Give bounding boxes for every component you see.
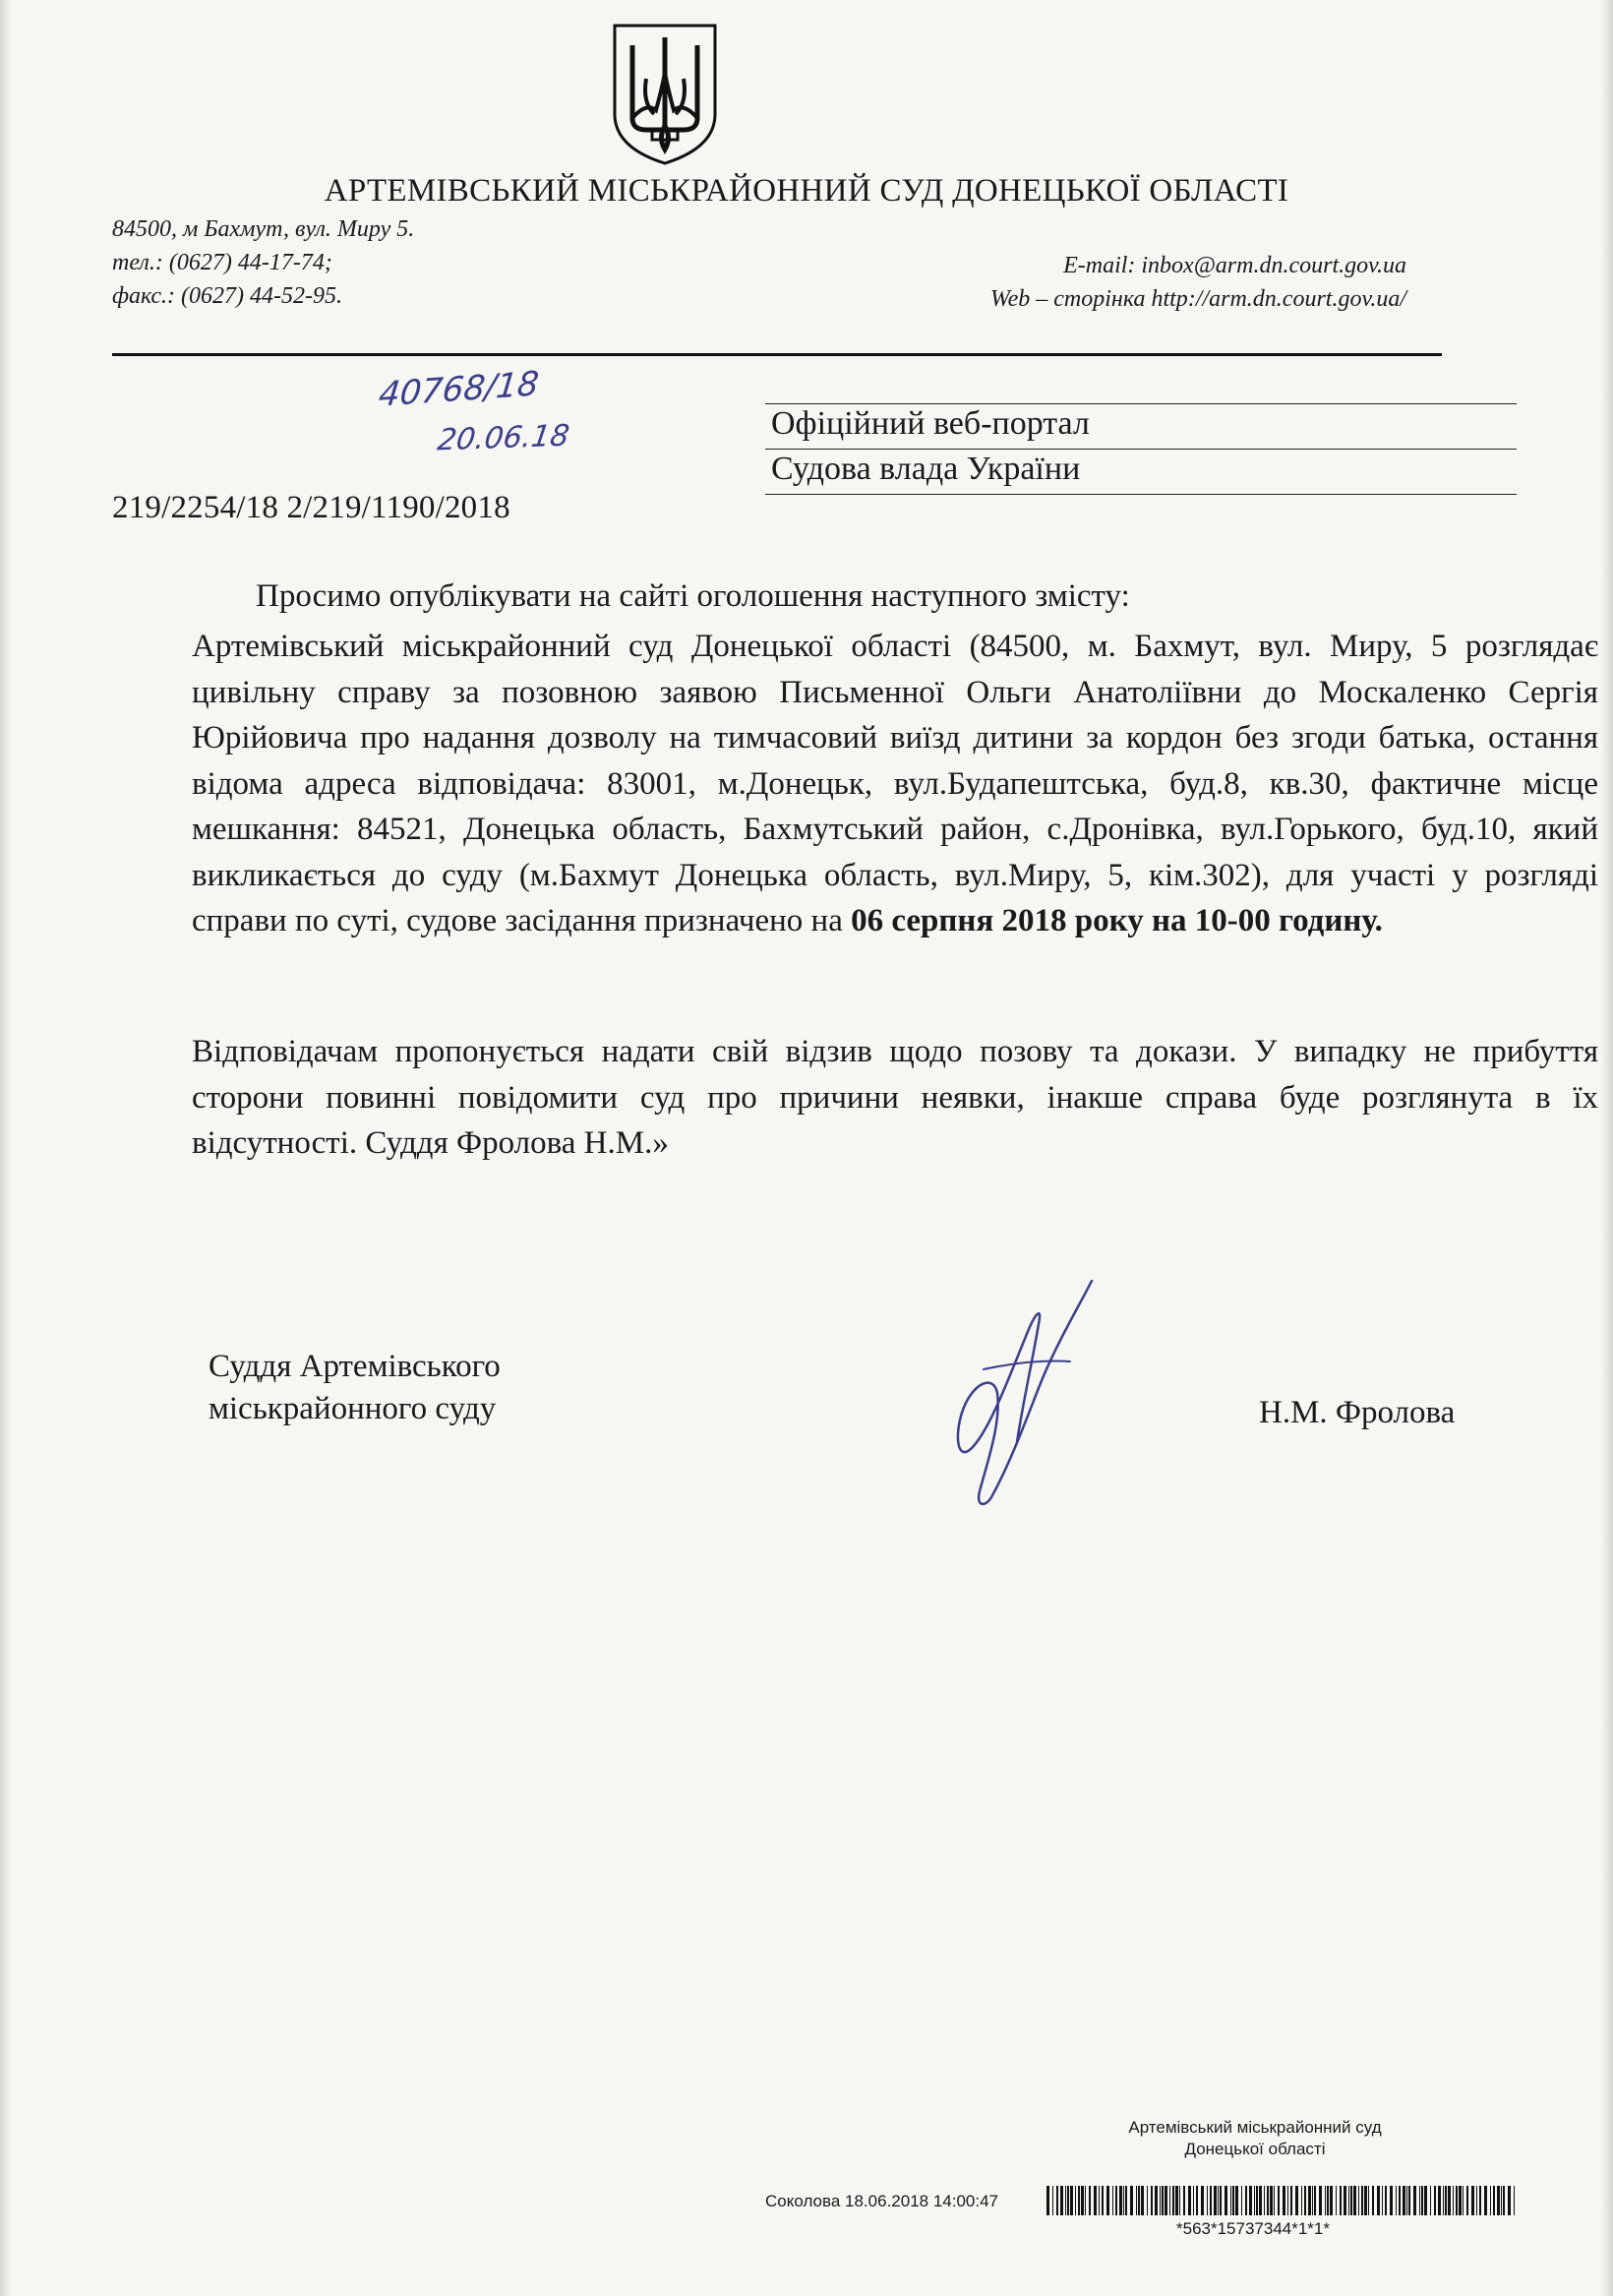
court-title: АРТЕМІВСЬКИЙ МІСЬКРАЙОННИЙ СУД ДОНЕЦЬКОЇ ОБЛАСТІ xyxy=(324,173,1289,209)
coat-of-arms-icon xyxy=(607,20,723,167)
case-numbers: 219/2254/18 2/219/1190/2018 xyxy=(112,490,510,525)
court-address: 84500, м Бахмут, вул. Миру 5. xyxy=(112,216,415,242)
handwritten-registration-number: 40768/18 xyxy=(377,364,541,415)
request-intro: Просимо опублікувати на сайті оголошення наступного змісту: xyxy=(256,578,1130,614)
judge-name: Н.М. Фролова xyxy=(1259,1395,1456,1430)
handwritten-registration-date: 20.06.18 xyxy=(435,418,572,458)
respondent-notice-paragraph: Відповідачам пропонується надати свій відзив щодо позову та докази. У випадку не прибуття сторони повинні повідомити суд про причини неявки, інакше справа буде розглянута в їх відсутності. Суддя Фролова Н.М.» xyxy=(192,1034,1598,1161)
scan-edge-left xyxy=(0,0,12,2296)
scan-edge-right xyxy=(1601,0,1613,2296)
court-phone: тел.: (0627) 44-17-74; xyxy=(112,250,332,275)
stamp-court-line-1: Артемівський міськрайонний суд xyxy=(1128,2118,1382,2137)
stamp-court-line-2: Донецької області xyxy=(1184,2140,1326,2158)
registration-timestamp: Соколова 18.06.2018 14:00:47 xyxy=(765,2192,999,2210)
recipient-line-bottom xyxy=(765,494,1517,495)
judge-signature-icon xyxy=(932,1275,1109,1511)
judge-title xyxy=(209,1346,501,1430)
registration-stamp-court xyxy=(1107,2117,1403,2160)
recipient-line-middle xyxy=(765,449,1517,450)
recipient-line-top xyxy=(765,403,1517,404)
court-email: E-mail: inbox@arm.dn.court.gov.ua xyxy=(1063,253,1406,278)
recipient-line-2: Судова влада України xyxy=(771,451,1081,487)
header-divider xyxy=(112,353,1442,356)
judge-title-line-1: Суддя Артемівського xyxy=(209,1349,501,1384)
barcode-icon xyxy=(1046,2186,1517,2215)
recipient-line-1: Офіційний веб-портал xyxy=(771,405,1090,442)
hearing-date: 06 серпня 2018 року на 10-00 годину. xyxy=(851,903,1383,938)
court-fax: факс.: (0627) 44-52-95. xyxy=(112,283,342,309)
court-contacts xyxy=(112,212,722,313)
court-online-contacts xyxy=(846,249,1406,316)
announcement-paragraph xyxy=(112,624,1598,944)
barcode-number: *563*15737344*1*1* xyxy=(1176,2219,1330,2238)
court-website: Web – сторінка http://arm.dn.court.gov.ua/ xyxy=(989,286,1406,312)
announcement-text: Артемівський міськрайонний суд Донецької області (84500, м. Бахмут, вул. Миру, 5 розглядає цивільну справу за позовною заявою Письменної Ольги Анатоліївни до Москаленко Сергія Юрійовича про надання дозволу на тимчасовий виїзд дитини за кордон без згоди батька, остання відома адреса відповідача: 83001, м.Донецьк, вул.Будапештська, буд.8, кв.30, фактичне місце мешкання: 84521, Донецька область, Бахмутський район, с.Дронівка, вул.Горького, буд.10, який викликається до суду (м.Бахмут Донецька область, вул.Миру, 5, кім.302), для участі у розгляді справи по суті, судове засідання призначено на xyxy=(192,629,1598,938)
judge-title-line-2: міськрайонного суду xyxy=(209,1391,497,1426)
